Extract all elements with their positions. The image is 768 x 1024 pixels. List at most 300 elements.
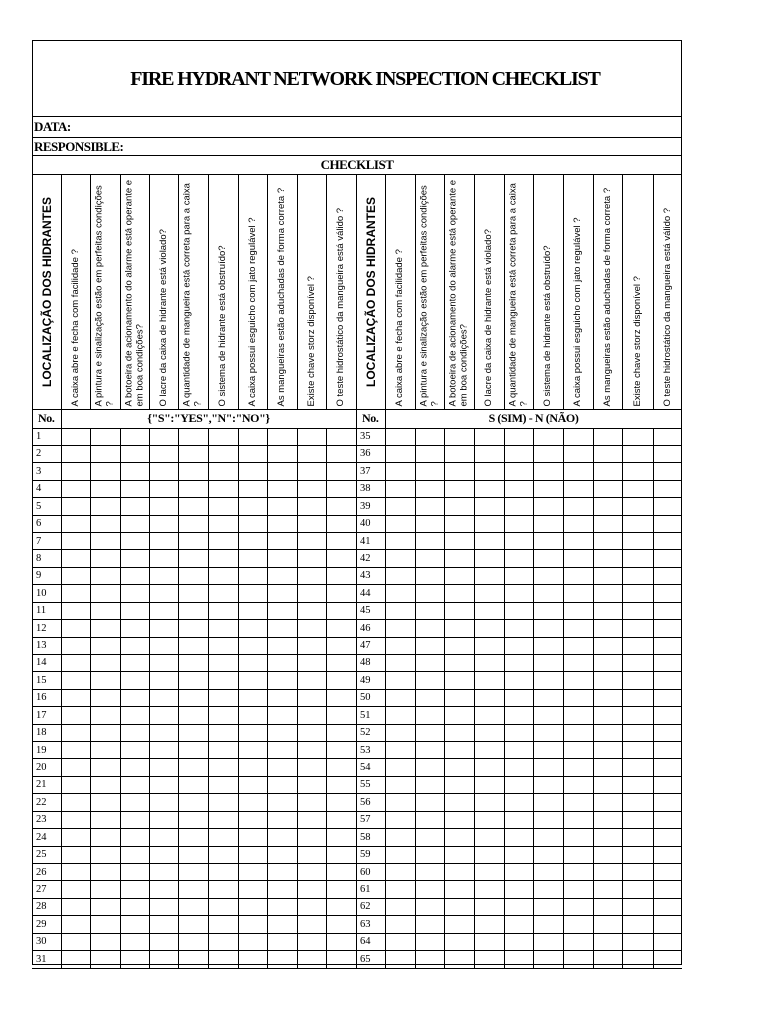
answer-cell[interactable] [326, 602, 356, 619]
answer-cell[interactable] [267, 898, 297, 915]
answer-cell[interactable] [267, 620, 297, 637]
answer-cell[interactable] [533, 533, 563, 550]
answer-cell[interactable] [208, 759, 238, 776]
answer-cell[interactable] [208, 533, 238, 550]
answer-cell[interactable] [178, 480, 208, 497]
answer-cell[interactable] [120, 602, 149, 619]
answer-cell[interactable] [149, 707, 178, 724]
answer-cell[interactable] [563, 776, 593, 793]
answer-cell[interactable] [61, 864, 90, 881]
answer-cell[interactable] [149, 742, 178, 759]
answer-cell[interactable] [326, 689, 356, 706]
answer-cell[interactable] [297, 794, 326, 811]
answer-cell[interactable] [444, 776, 474, 793]
answer-cell[interactable] [149, 672, 178, 689]
answer-cell[interactable] [444, 637, 474, 654]
answer-cell[interactable] [90, 654, 120, 671]
answer-cell[interactable] [208, 585, 238, 602]
answer-cell[interactable] [61, 533, 90, 550]
answer-cell[interactable] [90, 515, 120, 532]
answer-cell[interactable] [208, 794, 238, 811]
answer-cell[interactable] [385, 759, 415, 776]
answer-cell[interactable] [563, 533, 593, 550]
answer-cell[interactable] [385, 637, 415, 654]
answer-cell[interactable] [653, 515, 682, 532]
answer-cell[interactable] [385, 480, 415, 497]
answer-cell[interactable] [504, 829, 533, 846]
answer-cell[interactable] [385, 533, 415, 550]
answer-cell[interactable] [622, 707, 653, 724]
answer-cell[interactable] [653, 533, 682, 550]
answer-cell[interactable] [238, 533, 267, 550]
answer-cell[interactable] [533, 567, 563, 584]
answer-cell[interactable] [415, 811, 444, 828]
answer-cell[interactable] [90, 811, 120, 828]
answer-cell[interactable] [120, 864, 149, 881]
answer-cell[interactable] [178, 533, 208, 550]
answer-cell[interactable] [61, 933, 90, 950]
answer-cell[interactable] [415, 864, 444, 881]
answer-cell[interactable] [593, 933, 622, 950]
answer-cell[interactable] [178, 759, 208, 776]
answer-cell[interactable] [653, 428, 682, 445]
answer-cell[interactable] [504, 480, 533, 497]
answer-cell[interactable] [120, 759, 149, 776]
answer-cell[interactable] [326, 654, 356, 671]
answer-cell[interactable] [297, 776, 326, 793]
answer-cell[interactable] [208, 654, 238, 671]
answer-cell[interactable] [208, 811, 238, 828]
answer-cell[interactable] [267, 829, 297, 846]
answer-cell[interactable] [593, 916, 622, 933]
answer-cell[interactable] [653, 602, 682, 619]
answer-cell[interactable] [622, 794, 653, 811]
answer-cell[interactable] [474, 724, 504, 741]
answer-cell[interactable] [208, 742, 238, 759]
answer-cell[interactable] [208, 864, 238, 881]
answer-cell[interactable] [326, 951, 356, 968]
answer-cell[interactable] [90, 864, 120, 881]
answer-cell[interactable] [238, 445, 267, 462]
answer-cell[interactable] [120, 428, 149, 445]
answer-cell[interactable] [474, 707, 504, 724]
answer-cell[interactable] [504, 637, 533, 654]
answer-cell[interactable] [415, 898, 444, 915]
answer-cell[interactable] [90, 707, 120, 724]
answer-cell[interactable] [563, 550, 593, 567]
answer-cell[interactable] [444, 898, 474, 915]
answer-cell[interactable] [238, 811, 267, 828]
answer-cell[interactable] [622, 672, 653, 689]
answer-cell[interactable] [533, 515, 563, 532]
answer-cell[interactable] [653, 672, 682, 689]
answer-cell[interactable] [533, 689, 563, 706]
answer-cell[interactable] [563, 864, 593, 881]
answer-cell[interactable] [504, 794, 533, 811]
answer-cell[interactable] [504, 933, 533, 950]
answer-cell[interactable] [415, 916, 444, 933]
answer-cell[interactable] [653, 759, 682, 776]
answer-cell[interactable] [149, 776, 178, 793]
answer-cell[interactable] [415, 567, 444, 584]
answer-cell[interactable] [474, 620, 504, 637]
answer-cell[interactable] [90, 916, 120, 933]
answer-cell[interactable] [61, 428, 90, 445]
answer-cell[interactable] [61, 498, 90, 515]
answer-cell[interactable] [297, 864, 326, 881]
answer-cell[interactable] [622, 567, 653, 584]
answer-cell[interactable] [120, 776, 149, 793]
answer-cell[interactable] [653, 724, 682, 741]
answer-cell[interactable] [208, 515, 238, 532]
answer-cell[interactable] [563, 829, 593, 846]
answer-cell[interactable] [622, 463, 653, 480]
answer-cell[interactable] [385, 811, 415, 828]
answer-cell[interactable] [474, 480, 504, 497]
answer-cell[interactable] [385, 585, 415, 602]
answer-cell[interactable] [149, 898, 178, 915]
answer-cell[interactable] [238, 898, 267, 915]
answer-cell[interactable] [149, 428, 178, 445]
answer-cell[interactable] [61, 776, 90, 793]
answer-cell[interactable] [120, 794, 149, 811]
answer-cell[interactable] [178, 498, 208, 515]
answer-cell[interactable] [385, 864, 415, 881]
answer-cell[interactable] [297, 742, 326, 759]
answer-cell[interactable] [533, 951, 563, 968]
answer-cell[interactable] [178, 794, 208, 811]
answer-cell[interactable] [474, 933, 504, 950]
answer-cell[interactable] [622, 585, 653, 602]
answer-cell[interactable] [120, 951, 149, 968]
answer-cell[interactable] [385, 654, 415, 671]
answer-cell[interactable] [326, 585, 356, 602]
answer-cell[interactable] [326, 846, 356, 863]
answer-cell[interactable] [474, 498, 504, 515]
answer-cell[interactable] [533, 428, 563, 445]
answer-cell[interactable] [385, 881, 415, 898]
answer-cell[interactable] [653, 742, 682, 759]
answer-cell[interactable] [208, 829, 238, 846]
answer-cell[interactable] [593, 672, 622, 689]
answer-cell[interactable] [61, 759, 90, 776]
answer-cell[interactable] [61, 463, 90, 480]
answer-cell[interactable] [297, 637, 326, 654]
answer-cell[interactable] [474, 445, 504, 462]
answer-cell[interactable] [120, 742, 149, 759]
answer-cell[interactable] [178, 829, 208, 846]
answer-cell[interactable] [444, 742, 474, 759]
answer-cell[interactable] [415, 846, 444, 863]
answer-cell[interactable] [90, 567, 120, 584]
answer-cell[interactable] [120, 724, 149, 741]
answer-cell[interactable] [238, 515, 267, 532]
answer-cell[interactable] [653, 480, 682, 497]
answer-cell[interactable] [533, 672, 563, 689]
answer-cell[interactable] [90, 637, 120, 654]
answer-cell[interactable] [593, 585, 622, 602]
answer-cell[interactable] [178, 602, 208, 619]
answer-cell[interactable] [593, 811, 622, 828]
answer-cell[interactable] [149, 654, 178, 671]
answer-cell[interactable] [533, 480, 563, 497]
answer-cell[interactable] [238, 916, 267, 933]
answer-cell[interactable] [208, 724, 238, 741]
answer-cell[interactable] [385, 498, 415, 515]
answer-cell[interactable] [208, 898, 238, 915]
answer-cell[interactable] [149, 480, 178, 497]
answer-cell[interactable] [61, 811, 90, 828]
answer-cell[interactable] [653, 498, 682, 515]
answer-cell[interactable] [326, 898, 356, 915]
answer-cell[interactable] [533, 881, 563, 898]
answer-cell[interactable] [90, 428, 120, 445]
answer-cell[interactable] [120, 480, 149, 497]
answer-cell[interactable] [385, 794, 415, 811]
answer-cell[interactable] [61, 585, 90, 602]
answer-cell[interactable] [385, 428, 415, 445]
answer-cell[interactable] [238, 567, 267, 584]
answer-cell[interactable] [474, 776, 504, 793]
answer-cell[interactable] [267, 794, 297, 811]
answer-cell[interactable] [149, 689, 178, 706]
answer-cell[interactable] [533, 933, 563, 950]
answer-cell[interactable] [297, 933, 326, 950]
answer-cell[interactable] [297, 498, 326, 515]
answer-cell[interactable] [444, 724, 474, 741]
answer-cell[interactable] [622, 602, 653, 619]
answer-cell[interactable] [444, 707, 474, 724]
answer-cell[interactable] [326, 515, 356, 532]
answer-cell[interactable] [178, 846, 208, 863]
answer-cell[interactable] [533, 916, 563, 933]
answer-cell[interactable] [208, 498, 238, 515]
answer-cell[interactable] [444, 515, 474, 532]
answer-cell[interactable] [238, 829, 267, 846]
answer-cell[interactable] [120, 567, 149, 584]
answer-cell[interactable] [385, 776, 415, 793]
answer-cell[interactable] [474, 550, 504, 567]
answer-cell[interactable] [622, 498, 653, 515]
answer-cell[interactable] [385, 916, 415, 933]
answer-cell[interactable] [415, 515, 444, 532]
answer-cell[interactable] [326, 724, 356, 741]
answer-cell[interactable] [238, 620, 267, 637]
answer-cell[interactable] [444, 864, 474, 881]
answer-cell[interactable] [267, 498, 297, 515]
answer-cell[interactable] [90, 742, 120, 759]
answer-cell[interactable] [149, 864, 178, 881]
answer-cell[interactable] [326, 742, 356, 759]
answer-cell[interactable] [563, 463, 593, 480]
answer-cell[interactable] [474, 428, 504, 445]
answer-cell[interactable] [178, 811, 208, 828]
answer-cell[interactable] [533, 445, 563, 462]
answer-cell[interactable] [326, 498, 356, 515]
answer-cell[interactable] [149, 620, 178, 637]
answer-cell[interactable] [297, 602, 326, 619]
answer-cell[interactable] [61, 637, 90, 654]
answer-cell[interactable] [504, 724, 533, 741]
answer-cell[interactable] [178, 916, 208, 933]
answer-cell[interactable] [61, 881, 90, 898]
answer-cell[interactable] [385, 620, 415, 637]
answer-cell[interactable] [297, 533, 326, 550]
answer-cell[interactable] [622, 480, 653, 497]
answer-cell[interactable] [90, 776, 120, 793]
answer-cell[interactable] [504, 620, 533, 637]
answer-cell[interactable] [297, 515, 326, 532]
answer-cell[interactable] [653, 881, 682, 898]
answer-cell[interactable] [385, 515, 415, 532]
answer-cell[interactable] [385, 672, 415, 689]
answer-cell[interactable] [149, 515, 178, 532]
answer-cell[interactable] [326, 829, 356, 846]
answer-cell[interactable] [208, 881, 238, 898]
answer-cell[interactable] [563, 933, 593, 950]
answer-cell[interactable] [149, 533, 178, 550]
answer-cell[interactable] [415, 933, 444, 950]
answer-cell[interactable] [208, 951, 238, 968]
answer-cell[interactable] [90, 620, 120, 637]
answer-cell[interactable] [90, 794, 120, 811]
answer-cell[interactable] [385, 567, 415, 584]
answer-cell[interactable] [208, 550, 238, 567]
answer-cell[interactable] [653, 567, 682, 584]
answer-cell[interactable] [90, 550, 120, 567]
answer-cell[interactable] [385, 707, 415, 724]
answer-cell[interactable] [297, 724, 326, 741]
answer-cell[interactable] [385, 846, 415, 863]
answer-cell[interactable] [120, 515, 149, 532]
answer-cell[interactable] [622, 654, 653, 671]
answer-cell[interactable] [653, 898, 682, 915]
answer-cell[interactable] [267, 707, 297, 724]
answer-cell[interactable] [238, 724, 267, 741]
answer-cell[interactable] [267, 428, 297, 445]
answer-cell[interactable] [90, 672, 120, 689]
answer-cell[interactable] [474, 515, 504, 532]
answer-cell[interactable] [208, 637, 238, 654]
answer-cell[interactable] [297, 567, 326, 584]
answer-cell[interactable] [533, 707, 563, 724]
answer-cell[interactable] [563, 846, 593, 863]
answer-cell[interactable] [178, 742, 208, 759]
answer-cell[interactable] [504, 428, 533, 445]
answer-cell[interactable] [653, 637, 682, 654]
answer-cell[interactable] [622, 846, 653, 863]
answer-cell[interactable] [622, 881, 653, 898]
answer-cell[interactable] [504, 864, 533, 881]
answer-cell[interactable] [61, 567, 90, 584]
answer-cell[interactable] [622, 428, 653, 445]
answer-cell[interactable] [563, 881, 593, 898]
answer-cell[interactable] [178, 620, 208, 637]
answer-cell[interactable] [415, 463, 444, 480]
answer-cell[interactable] [533, 550, 563, 567]
answer-cell[interactable] [149, 724, 178, 741]
answer-cell[interactable] [267, 550, 297, 567]
answer-cell[interactable] [238, 637, 267, 654]
answer-cell[interactable] [504, 515, 533, 532]
answer-cell[interactable] [90, 463, 120, 480]
answer-cell[interactable] [61, 602, 90, 619]
answer-cell[interactable] [385, 550, 415, 567]
answer-cell[interactable] [297, 916, 326, 933]
answer-cell[interactable] [444, 428, 474, 445]
answer-cell[interactable] [444, 672, 474, 689]
answer-cell[interactable] [61, 707, 90, 724]
answer-cell[interactable] [326, 864, 356, 881]
answer-cell[interactable] [149, 916, 178, 933]
answer-cell[interactable] [415, 794, 444, 811]
answer-cell[interactable] [120, 637, 149, 654]
answer-cell[interactable] [474, 585, 504, 602]
answer-cell[interactable] [622, 829, 653, 846]
answer-cell[interactable] [326, 672, 356, 689]
answer-cell[interactable] [238, 759, 267, 776]
answer-cell[interactable] [563, 689, 593, 706]
answer-cell[interactable] [653, 689, 682, 706]
answer-cell[interactable] [474, 637, 504, 654]
answer-cell[interactable] [593, 620, 622, 637]
answer-cell[interactable] [474, 864, 504, 881]
answer-cell[interactable] [297, 829, 326, 846]
answer-cell[interactable] [563, 480, 593, 497]
answer-cell[interactable] [267, 654, 297, 671]
answer-cell[interactable] [444, 463, 474, 480]
answer-cell[interactable] [533, 829, 563, 846]
answer-cell[interactable] [415, 951, 444, 968]
answer-cell[interactable] [533, 637, 563, 654]
answer-cell[interactable] [149, 846, 178, 863]
answer-cell[interactable] [149, 951, 178, 968]
answer-cell[interactable] [238, 933, 267, 950]
answer-cell[interactable] [563, 602, 593, 619]
answer-cell[interactable] [90, 498, 120, 515]
answer-cell[interactable] [593, 742, 622, 759]
answer-cell[interactable] [149, 445, 178, 462]
answer-cell[interactable] [267, 759, 297, 776]
answer-cell[interactable] [474, 567, 504, 584]
answer-cell[interactable] [297, 428, 326, 445]
answer-cell[interactable] [653, 445, 682, 462]
answer-cell[interactable] [563, 637, 593, 654]
answer-cell[interactable] [563, 759, 593, 776]
answer-cell[interactable] [444, 533, 474, 550]
answer-cell[interactable] [415, 602, 444, 619]
answer-cell[interactable] [593, 445, 622, 462]
answer-cell[interactable] [622, 811, 653, 828]
answer-cell[interactable] [208, 480, 238, 497]
answer-cell[interactable] [653, 550, 682, 567]
answer-cell[interactable] [474, 794, 504, 811]
answer-cell[interactable] [622, 533, 653, 550]
answer-cell[interactable] [326, 811, 356, 828]
answer-cell[interactable] [474, 602, 504, 619]
answer-cell[interactable] [120, 829, 149, 846]
answer-cell[interactable] [149, 933, 178, 950]
answer-cell[interactable] [474, 759, 504, 776]
answer-cell[interactable] [326, 759, 356, 776]
answer-cell[interactable] [61, 846, 90, 863]
answer-cell[interactable] [533, 759, 563, 776]
answer-cell[interactable] [326, 533, 356, 550]
answer-cell[interactable] [504, 707, 533, 724]
answer-cell[interactable] [267, 585, 297, 602]
answer-cell[interactable] [444, 567, 474, 584]
answer-cell[interactable] [326, 620, 356, 637]
